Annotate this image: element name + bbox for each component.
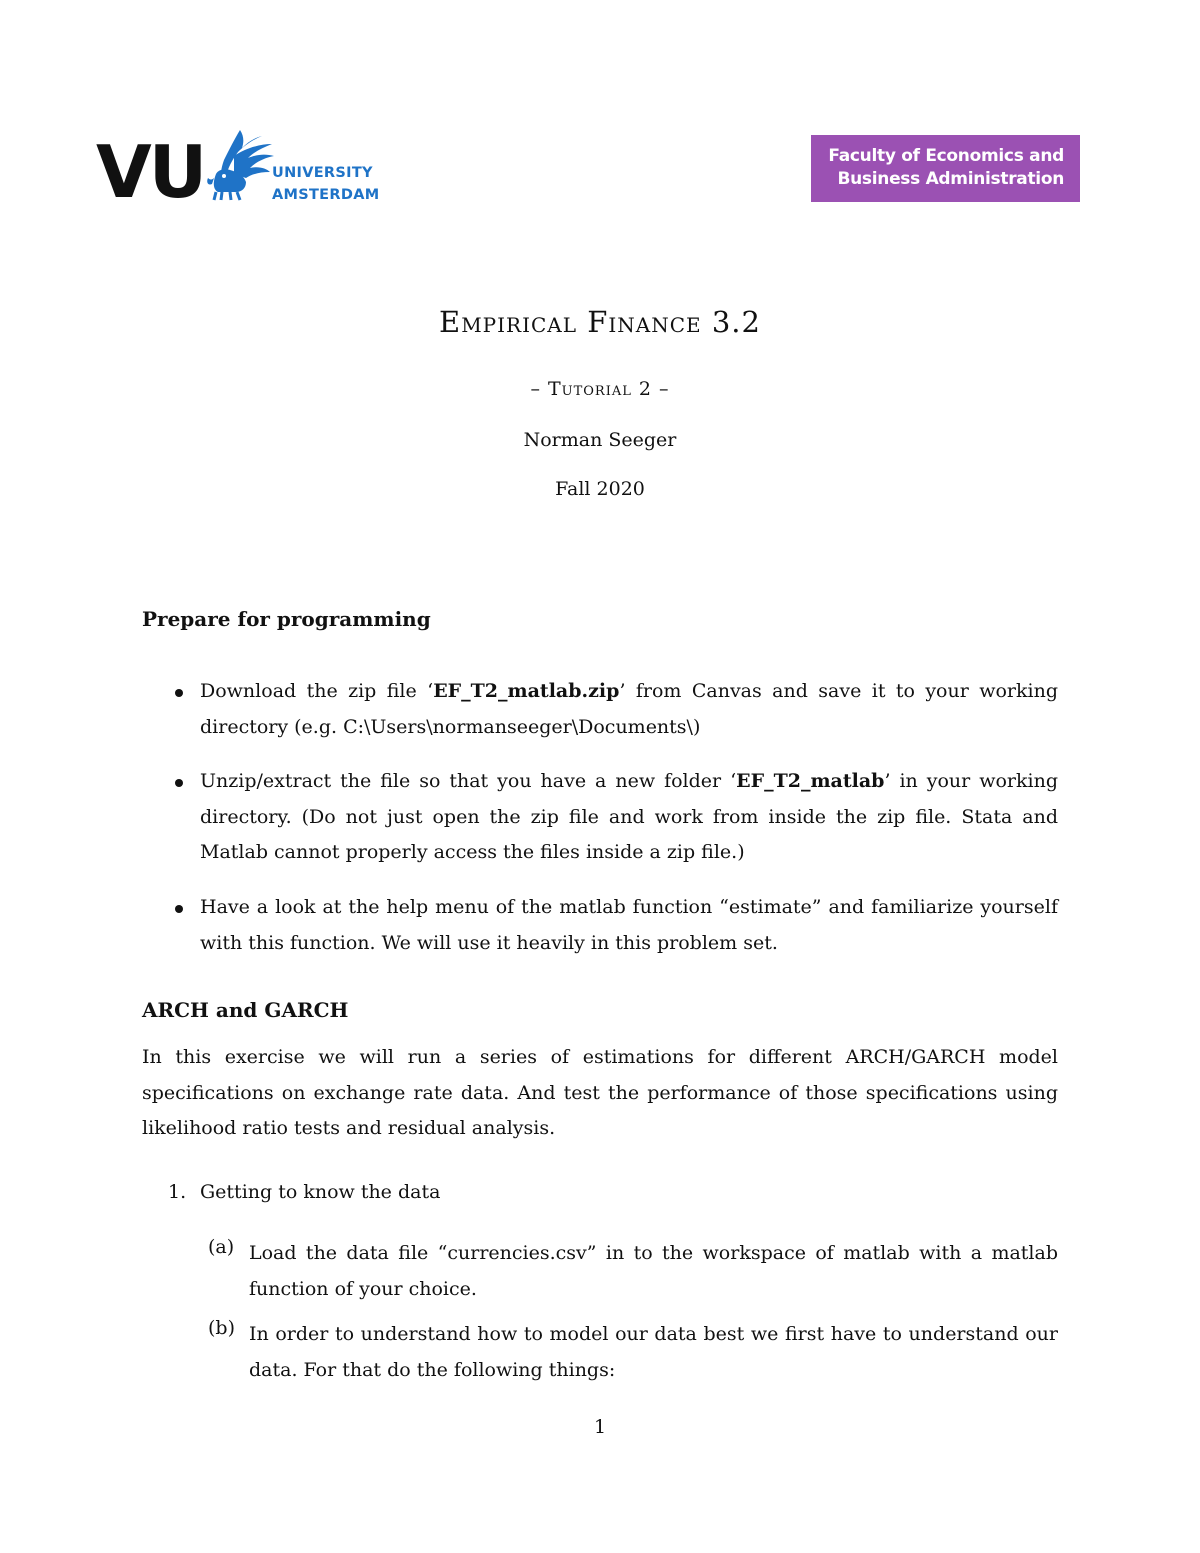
bullet-text-post: ’ from Canvas and save it to your working directory (e.g. C:\Users\normanseeger\Documents\): [200, 680, 1058, 738]
bullet-text-post: ’ in your working directory. (Do not just open the zip file and work from inside the zip file. Stata and Matlab cannot properly access the files inside a zip file.): [200, 770, 1058, 863]
zip-filename: EF_T2_matlab.zip: [433, 680, 620, 702]
subitem-text: In order to understand how to model our data best we first have to understand our data. For that do the following things:: [249, 1323, 1058, 1381]
bullet-text-pre: Unzip/extract the file so that you have a new folder ‘: [200, 770, 737, 792]
bullet-item: Have a look at the help menu of the matlab function “estimate” and familiarize yourself with this function. We will use it heavily in this problem set.: [200, 896, 1058, 954]
document-date: Fall 2020: [555, 478, 645, 500]
logo-line-university: UNIVERSITY: [272, 165, 373, 181]
bullet-icon: [175, 779, 183, 787]
bullet-text-pre: Download the zip file ‘: [200, 680, 434, 702]
subitem-label: (a): [208, 1236, 235, 1258]
bullet-icon: [175, 905, 183, 913]
logo-wordmark: [272, 162, 379, 206]
document-subtitle: – Tutorial 2 –: [530, 378, 670, 400]
list-item-text: Getting to know the data: [200, 1181, 441, 1203]
griffin-icon: [204, 126, 274, 206]
section-heading-arch: ARCH and GARCH: [142, 998, 349, 1022]
subitem-text: Load the data file “currencies.csv” in to the workspace of matlab with a matlab function of your choice.: [249, 1242, 1058, 1300]
faculty-line-2: Business Administration: [837, 169, 1064, 189]
faculty-line-1: Faculty of Economics and: [828, 146, 1064, 166]
document-author: Norman Seeger: [523, 429, 677, 451]
document-title: Empirical Finance 3.2: [439, 305, 761, 339]
logo-line-amsterdam: AMSTERDAM: [272, 187, 380, 203]
vu-logo: [96, 126, 386, 214]
section-heading-prepare: Prepare for programming: [142, 607, 431, 631]
folder-name: EF_T2_matlab: [736, 770, 885, 792]
logo-mark: VU: [96, 130, 205, 214]
section-intro: In this exercise we will run a series of estimations for different ARCH/GARCH model specifications on exchange rate data. And test the performance of those specifications using likelihood ratio tests and residual analysis.: [142, 1046, 1058, 1139]
bullet-icon: [175, 689, 183, 697]
bullet-item: [200, 764, 1058, 871]
list-item-number: 1.: [168, 1181, 187, 1203]
subitem-label: (b): [208, 1317, 235, 1339]
faculty-badge: [811, 135, 1080, 202]
page-number: 1: [593, 1416, 607, 1438]
bullet-item: [200, 674, 1058, 745]
